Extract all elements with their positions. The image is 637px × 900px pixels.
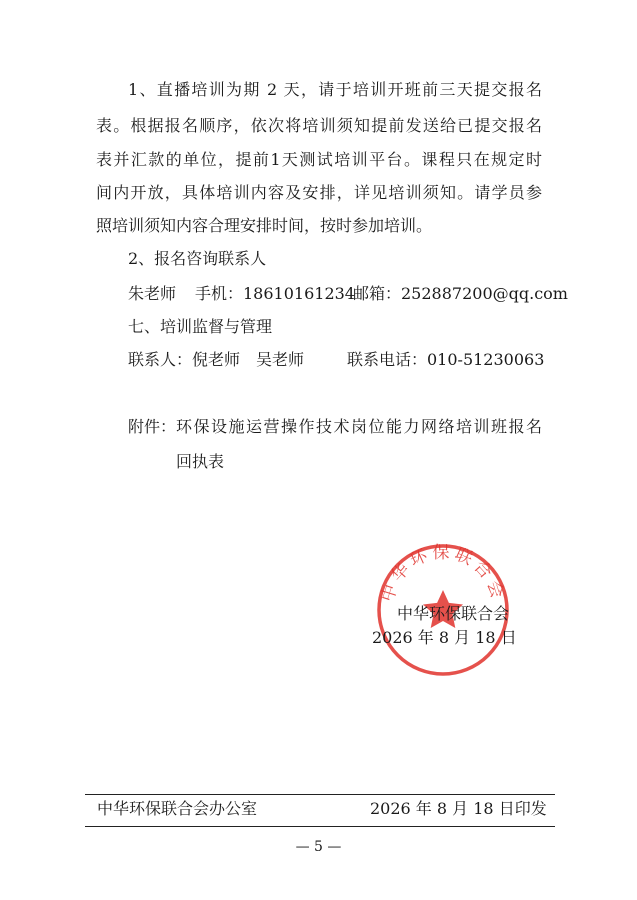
page-number: — 5 — <box>295 839 342 855</box>
paragraph-line: 照培训须知内容合理安排时间，按时参加培训。 <box>96 216 433 235</box>
liaison-names: 联系人：倪老师 吴老师 <box>128 350 305 369</box>
contact-heading: 2、报名咨询联系人 <box>128 249 267 268</box>
section-heading: 七、培训监督与管理 <box>128 317 273 336</box>
signing-date: 2026 年 8 月 18 日 <box>372 628 517 647</box>
paragraph-line: 表。根据报名顺序，依次将培训须知提前发送给已提交报名 <box>96 116 542 135</box>
liaison-phone: 联系电话：010-51230063 <box>347 350 545 369</box>
contact-phone: 手机：18610161234 <box>195 284 355 303</box>
issuing-office: 中华环保联合会办公室 <box>97 799 258 818</box>
footer-bottom-rule <box>85 826 555 827</box>
footer-top-rule <box>85 794 555 795</box>
signing-organization: 中华环保联合会 <box>396 604 509 623</box>
attachment-title-line: 环保设施运营操作技术岗位能力网络培训班报名 <box>176 417 542 436</box>
paragraph-line: 间内开放，具体培训内容及安排，详见培训须知。请学员参 <box>96 183 542 202</box>
contact-name: 朱老师 <box>128 284 177 303</box>
paragraph-line: 1、直播培训为期 2 天，请于培训开班前三天提交报名 <box>128 80 542 99</box>
attachment-label: 附件： <box>128 417 177 436</box>
issue-date: 2026 年 8 月 18 日印发 <box>370 799 547 818</box>
paragraph-line: 表并汇款的单位，提前1天测试培训平台。课程只在规定时 <box>96 150 542 169</box>
svg-text:中华环保联合会: 中华环保联合会 <box>377 543 509 605</box>
contact-email: 邮箱：252887200@qq.com <box>353 284 568 303</box>
attachment-title-line: 回执表 <box>176 452 225 471</box>
